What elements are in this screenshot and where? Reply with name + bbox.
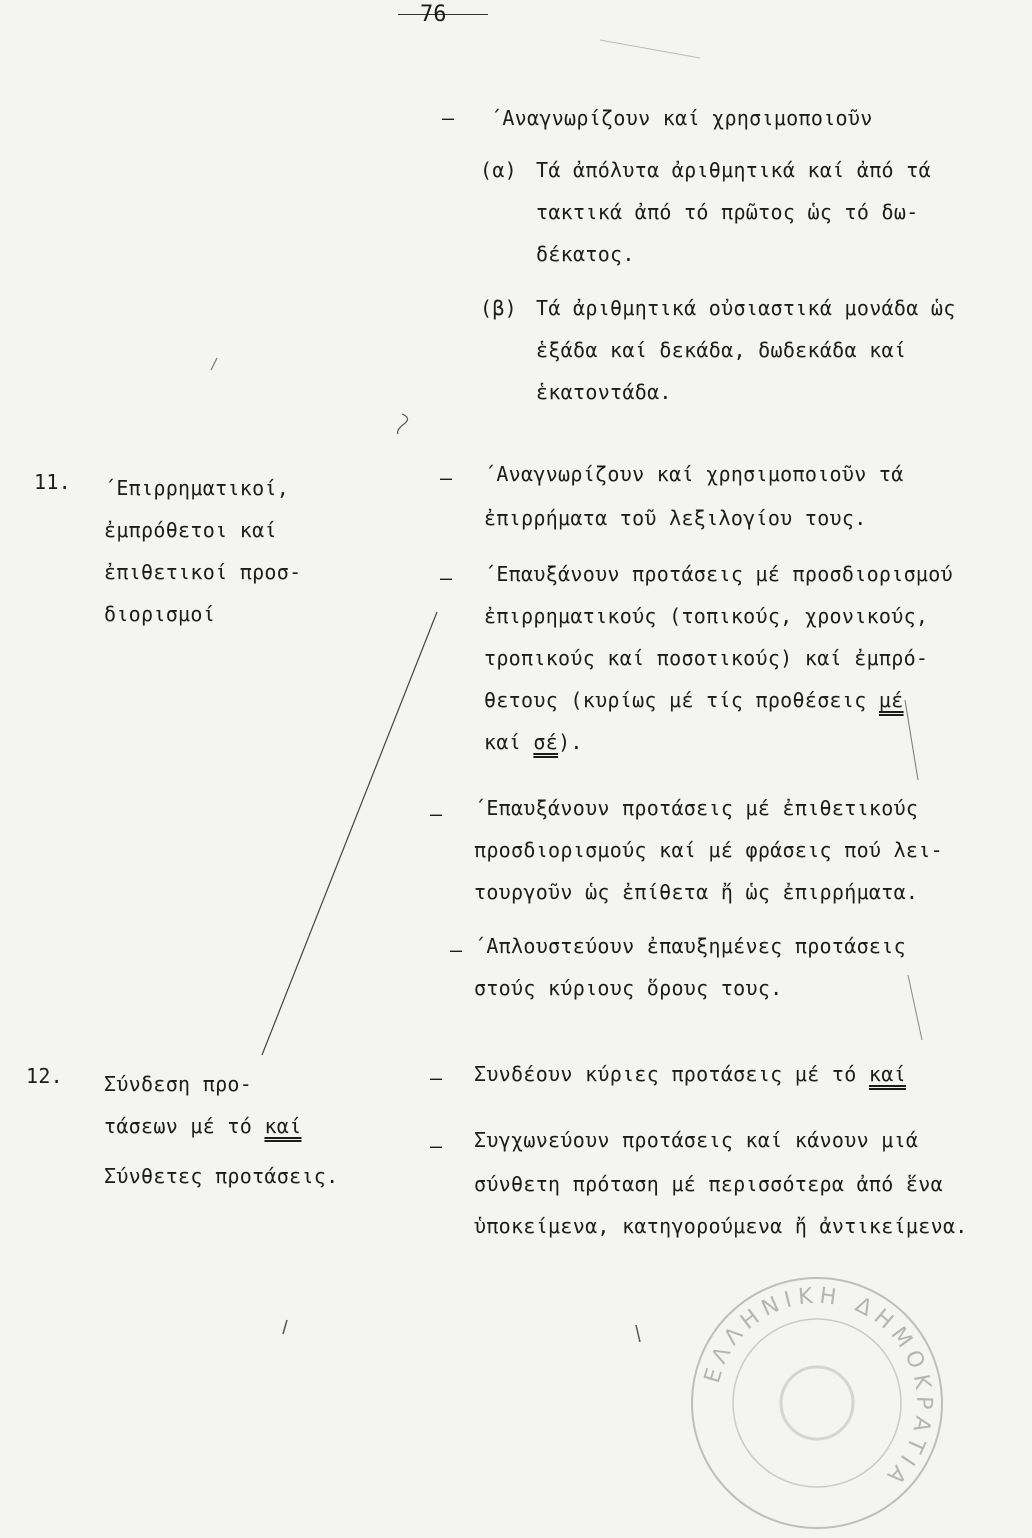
section-11-title-line: ἐπιθετικοί προσ- <box>104 560 302 584</box>
s11-bullet1-line: ἐπιρρήματα τοῦ λεξιλογίου τους. <box>484 506 867 530</box>
bullet-dash: – <box>440 466 453 490</box>
section-11-title-line: διορισμοί <box>104 602 216 626</box>
section-12-number: 12. <box>26 1064 64 1088</box>
item-b-label: (β) <box>480 296 518 320</box>
s11-bullet3-line: προσδιορισμούς καί μέ φράσεις πού λει- <box>474 838 943 862</box>
s11-bullet1-line: ΄Αναγνωρίζουν καί χρησιμοποιοῦν τά <box>484 462 904 486</box>
bullet-dash: – <box>450 938 463 962</box>
faint-stroke <box>283 1320 287 1334</box>
s11-bullet2-line: τροπικούς καί ποσοτικούς) καί ἐμπρό- <box>484 646 929 670</box>
item-b-line: ἑκατοντάδα. <box>536 380 672 404</box>
item-a-label: (α) <box>480 158 518 182</box>
section-12-title-line: Σύνθετες προτάσεις. <box>104 1164 339 1188</box>
item-a-line: Τά ἀπόλυτα ἀριθμητικά καί ἀπό τά <box>536 158 931 182</box>
s12-bullet2-line: ὑποκείμενα, κατηγορούμενα ἤ ἀντικείμενα. <box>474 1214 968 1238</box>
official-stamp <box>682 1268 952 1538</box>
item-b-line: Τά ἀριθμητικά οὐσιαστικά μονάδα ὡς <box>536 296 956 320</box>
s11-bullet2-line: ἐπιρρηματικούς (τοπικούς, χρονικούς, <box>484 604 929 628</box>
item-a-line: τακτικά ἀπό τό πρῶτος ὡς τό δω- <box>536 200 919 224</box>
bullet-dash: – <box>430 802 443 826</box>
section-11-title-line: ΄Επιρρηματικοί, <box>104 476 290 500</box>
top-bullet-text: ΄Αναγνωρίζουν καί χρησιμοποιοῦν <box>490 106 873 130</box>
section-11-number: 11. <box>34 470 72 494</box>
s11-bullet2-line: θετους (κυρίως μέ τίς προθέσεις μέ <box>484 688 904 712</box>
pen-tick <box>211 358 217 370</box>
s12-bullet2-line: σύνθετη πρόταση μέ περισσότερα ἀπό ἕνα <box>474 1172 943 1196</box>
diagonal-pen-line <box>262 612 437 1055</box>
s12-bullet2-line: Συγχωνεύουν προτάσεις καί κάνουν μιά <box>474 1128 919 1152</box>
item-b-line: ἑξάδα καί δεκάδα, δωδεκάδα καί <box>536 338 907 362</box>
bullet-dash: – <box>430 1134 443 1158</box>
s11-bullet2-line: καί σέ). <box>484 730 583 754</box>
section-12-title-line: τάσεων μέ τό καί <box>104 1114 302 1138</box>
s11-bullet4-line: στούς κύριους ὅρους τους. <box>474 976 783 1000</box>
s11-bullet3-line: τουργοῦν ὡς ἐπίθετα ἤ ὡς ἐπιρρήματα. <box>474 880 919 904</box>
faint-stroke <box>636 1325 640 1342</box>
section-12-title-line: Σύνδεση προ- <box>104 1072 253 1096</box>
bullet-dash: – <box>442 106 455 130</box>
page-number: 76 <box>420 2 447 27</box>
pen-squiggle <box>398 414 408 434</box>
s11-bullet2-line: ΄Επαυξάνουν προτάσεις μέ προσδιορισμού <box>484 562 953 586</box>
faint-stroke <box>600 40 700 58</box>
section-11-title-line: ἐμπρόθετοι καί <box>104 518 277 542</box>
s12-bullet1-line: Συνδέουν κύριες προτάσεις μέ τό καί <box>474 1062 906 1086</box>
s11-bullet4-line: ΄Απλουστεύουν ἐπαυξημένες προτάσεις <box>474 934 906 958</box>
item-a-line: δέκατος. <box>536 242 635 266</box>
bullet-dash: – <box>430 1066 443 1090</box>
s11-bullet3-line: ΄Επαυξάνουν προτάσεις μέ ἐπιθετικούς <box>474 796 919 820</box>
faint-stroke <box>905 700 918 780</box>
faint-stroke <box>908 975 922 1040</box>
svg-text:ΕΛΛΗΝΙΚΗ ΔΗΜΟΚΡΑΤΙΑ: ΕΛΛΗΝΙΚΗ ΔΗΜΟΚΡΑΤΙΑ <box>700 1283 937 1493</box>
bullet-dash: – <box>440 566 453 590</box>
